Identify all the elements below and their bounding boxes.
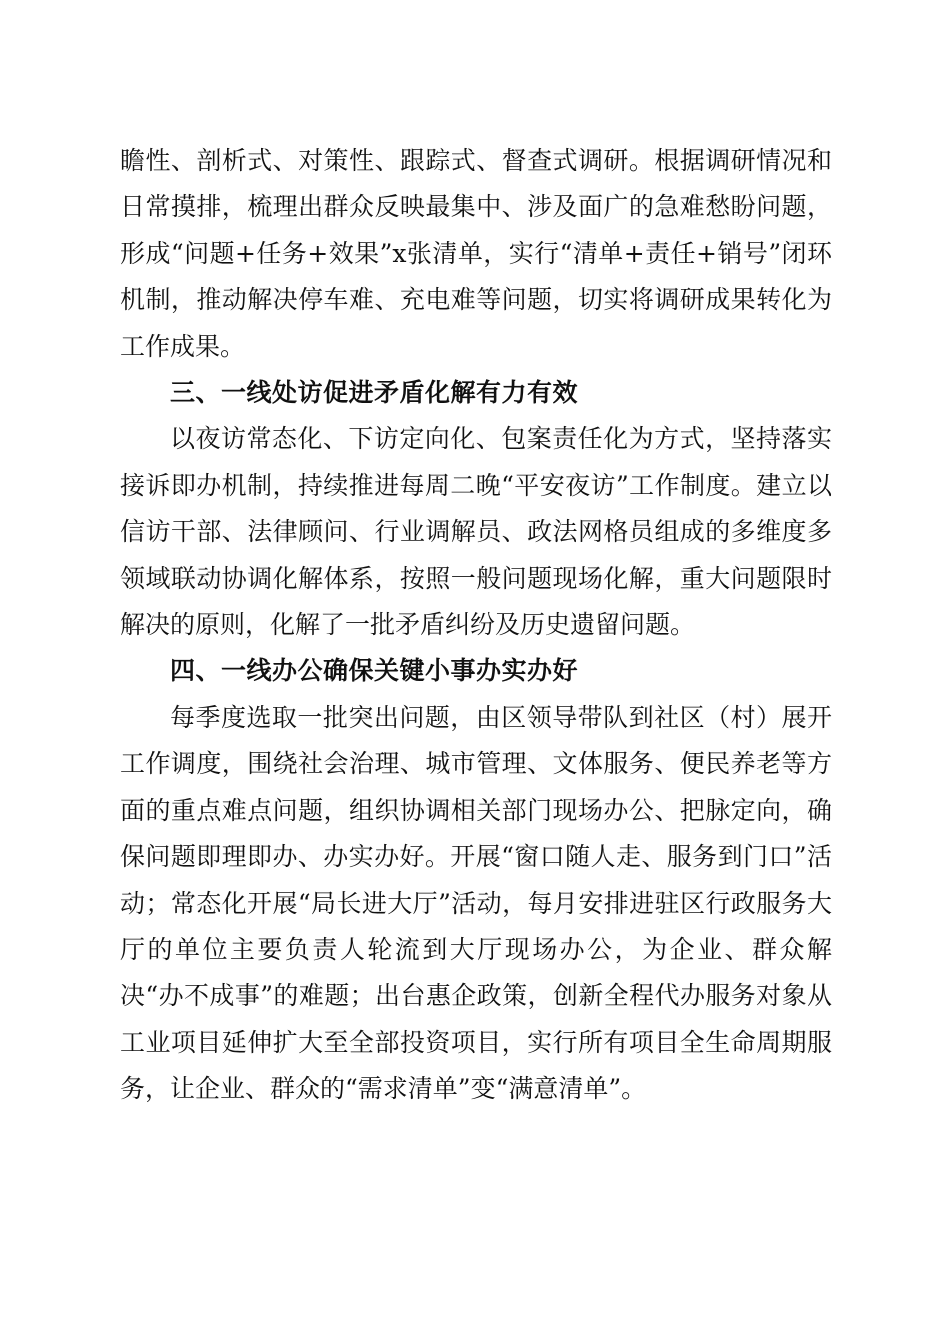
document-body: [120, 138, 832, 1113]
paragraph-continued: 瞻性、剖析式、对策性、跟踪式、督查式调研。根据调研情况和日常摸排，梳理出群众反映最集中、涉及面广的急难愁盼问题，形成“问题+任务+效果”x张清单，实行“清单+责任+销号”闭环机制，推动解决停车难、充电难等问题，切实将调研成果转化为工作成果。: [120, 146, 832, 361]
paragraph-onsite-office: 每季度选取一批突出问题，由区领导带队到社区（村）展开工作调度，围绕社会治理、城市管理、文体服务、便民养老等方面的重点难点问题，组织协调相关部门现场办公、把脉定向，确保问题即理即办、办实办好。开展“窗口随人走、服务到门口”活动；常态化开展“局长进大厅”活动，每月安排进驻区行政服务大厅的单位主要负责人轮流到大厅现场办公，为企业、群众解决“办不成事”的难题；出台惠企政策，创新全程代办服务对象从工业项目延伸扩大至全部投资项目，实行所有项目全生命周期服务，让企业、群众的“需求清单”变“满意清单”。: [120, 702, 832, 1104]
paragraph-night-visits: 以夜访常态化、下访定向化、包案责任化为方式，坚持落实接诉即办机制，持续推进每周二晚“平安夜访”工作制度。建立以信访干部、法律顾问、行业调解员、政法网格员组成的多维度多领域联动协调化解体系，按照一般问题现场化解，重大问题限时解决的原则，化解了一批矛盾纠纷及历史遗留问题。: [120, 424, 832, 640]
section-heading-three: 三、一线处访促进矛盾化解有力有效: [170, 378, 579, 408]
section-heading-four: 四、一线办公确保关键小事办实办好: [170, 656, 579, 686]
